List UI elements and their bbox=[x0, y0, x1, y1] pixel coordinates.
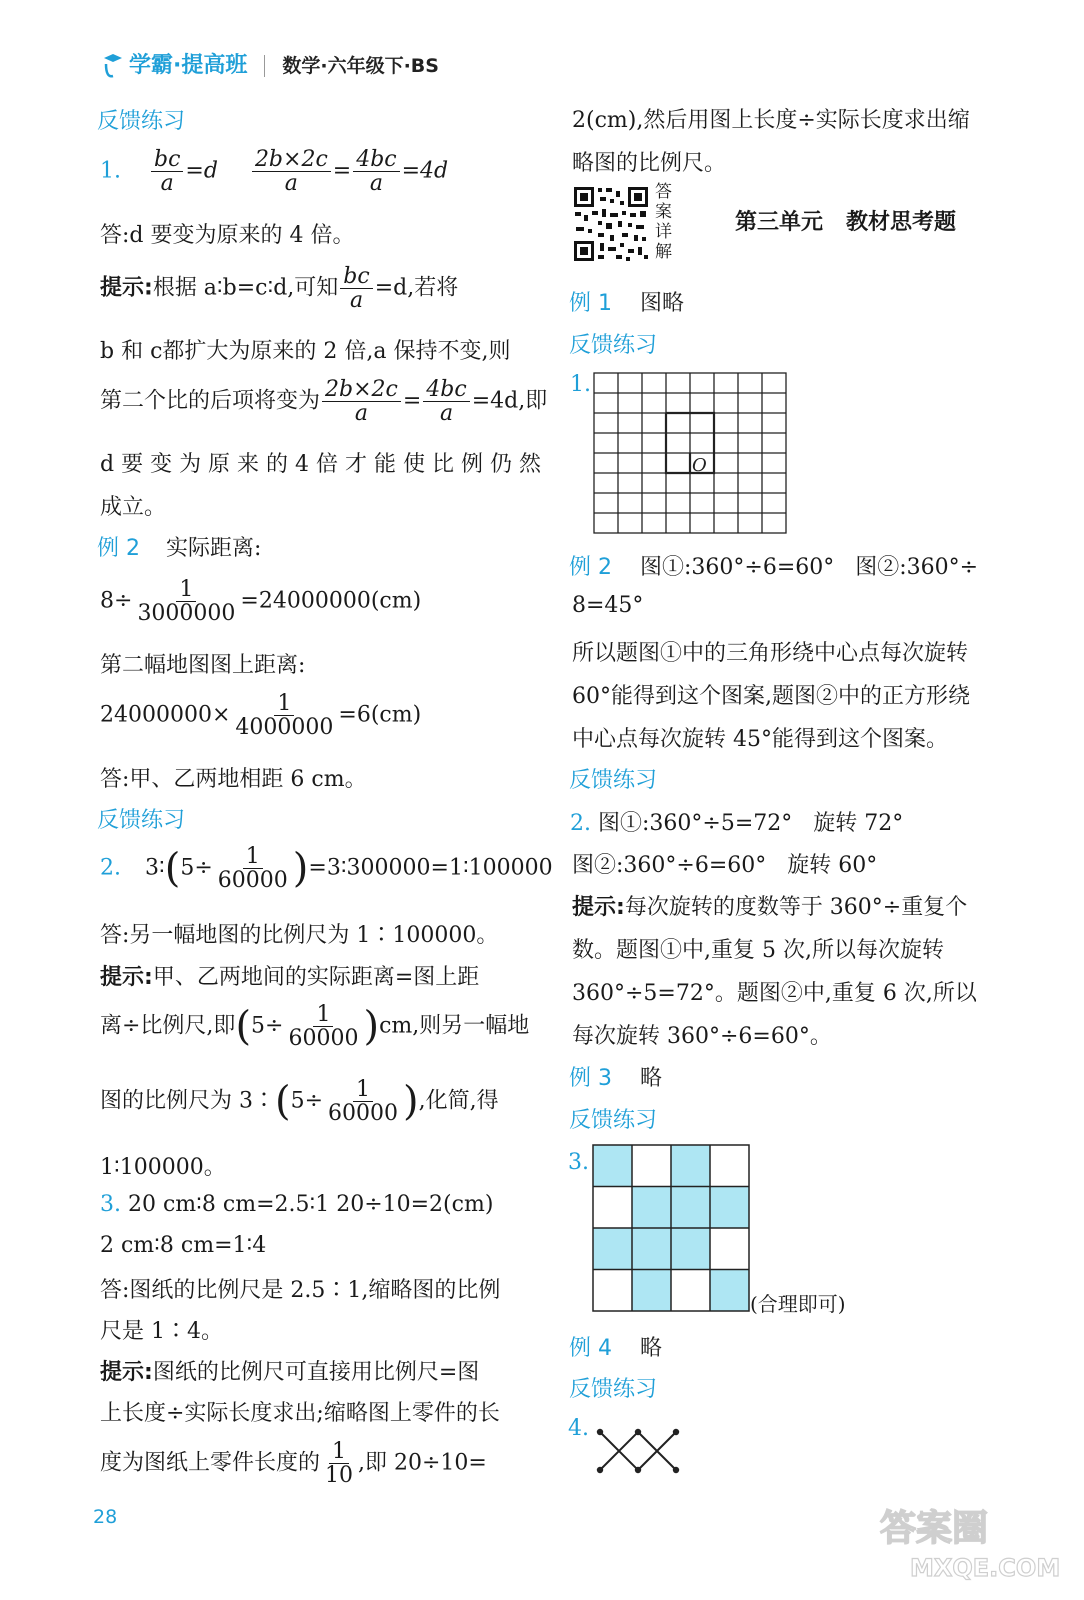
right-section-feedback-1: 反馈练习 bbox=[569, 333, 658, 358]
right-q1-num: 1. bbox=[570, 372, 591, 397]
right-hint-line1: 提示:每次旋转的度数等于 360°÷重复个 bbox=[572, 895, 968, 920]
q2-equation: 2. 3∶(5÷ $\frac{1}{60000}$ )=3∶300000=1∶100000 bbox=[100, 844, 553, 894]
hint1-line3: 第二个比的后项将变为 $\frac{2b\times 2c}{a}$ = $\frac{4bc}{a}$ =4d,即 bbox=[100, 377, 548, 427]
shaded-cell bbox=[710, 1187, 749, 1229]
right-q3-num: 3. bbox=[568, 1150, 589, 1175]
right-section-feedback-4: 反馈练习 bbox=[569, 1377, 658, 1402]
right-section-feedback-2: 反馈练习 bbox=[569, 768, 658, 793]
header bbox=[100, 48, 439, 80]
watermark-logo bbox=[870, 1500, 1070, 1585]
qr-code bbox=[572, 185, 650, 263]
hint2-line1: 提示:甲、乙两地间的实际距离=图上距 bbox=[100, 965, 480, 990]
right-q4-num: 4. bbox=[568, 1416, 589, 1441]
hint3-line1: 提示:图纸的比例尺可直接用比例尺=图 bbox=[100, 1360, 480, 1385]
ex2-line2: 第二幅地图图上距离: bbox=[100, 653, 306, 678]
right-q2-line2: 图②:360°÷6=60° 旋转 60° bbox=[572, 853, 878, 878]
shaded-cell bbox=[671, 1187, 710, 1229]
shaded-cell bbox=[632, 1187, 671, 1229]
ex2-line1: 8÷ $\frac{1}{3000000}$ =24000000(cm) bbox=[100, 577, 422, 627]
hint3-line2: 上长度÷实际长度求出;缩略图上零件的长 bbox=[100, 1401, 500, 1426]
shaded-cell bbox=[593, 1145, 632, 1187]
right-ex2-line5: 中心点每次旋转 45°能得到这个图案。 bbox=[572, 727, 948, 752]
qr-code-icon bbox=[572, 185, 650, 263]
q3-answer-1: 答:图纸的比例尺是 2.5∶1,缩略图的比例 bbox=[100, 1278, 501, 1303]
shaded-cell bbox=[710, 1270, 749, 1312]
right-q2-line1: 2. 图①:360°÷5=72° 旋转 72° bbox=[570, 811, 904, 836]
left-section-feedback-1: 反馈练习 bbox=[97, 109, 186, 134]
hint2-line3: 图的比例尺为 3∶(5÷ $\frac{1}{60000}$ ),化简,得 bbox=[100, 1077, 499, 1127]
right-example-2-line1: 例 2 图①:360°÷6=60° 图②:360°÷ bbox=[569, 555, 979, 580]
q1-answer: 答:d 要变为原来的 4 倍。 bbox=[100, 223, 355, 248]
hint1-line1: 提示:根据 a∶b=c∶d,可知 $\frac{bc}{a}$ =d,若将 bbox=[100, 264, 459, 314]
hint2-line4: 1∶100000。 bbox=[100, 1155, 226, 1180]
right-example-1: 例 1 图略 bbox=[569, 291, 685, 316]
right-ex2-line2: 8=45° bbox=[572, 593, 644, 618]
svg-text:答案圈: 答案圈 bbox=[880, 1508, 989, 1549]
svg-text:MXQE.COM: MXQE.COM bbox=[910, 1554, 1061, 1582]
q3-line1: 3. 20 cm∶8 cm=2.5∶1 20÷10=2(cm) bbox=[100, 1192, 494, 1217]
q3-answer-2: 尺是 1∶4。 bbox=[100, 1319, 223, 1344]
rotation-grid bbox=[593, 372, 787, 534]
shaded-grid bbox=[592, 1144, 750, 1312]
right-cont-line1: 2(cm),然后用图上长度÷实际长度求出缩 bbox=[572, 108, 970, 133]
shaded-cell bbox=[632, 1228, 671, 1270]
center-point-label: O bbox=[692, 455, 707, 476]
shaded-cell bbox=[593, 1228, 632, 1270]
q2-answer: 答:另一幅地图的比例尺为 1∶100000。 bbox=[100, 923, 499, 948]
hint3-line3: 度为图纸上零件长度的 $\frac{1}{10}$ ,即 20÷10= bbox=[100, 1439, 487, 1489]
right-hint-line4: 每次旋转 360°÷6=60°。 bbox=[572, 1024, 832, 1049]
brand-title: 学霸·提高班 bbox=[129, 53, 248, 78]
qr-label: 答案详解 bbox=[655, 182, 672, 262]
crossing-lines-figure bbox=[594, 1426, 690, 1478]
hint1-line5: 成立。 bbox=[100, 495, 167, 520]
hint1-line4: d 要 变 为 原 来 的 4 倍 才 能 使 比 例 仍 然 bbox=[100, 452, 541, 477]
q3-note: (合理即可) bbox=[750, 1292, 846, 1316]
ex2-answer: 答:甲、乙两地相距 6 cm。 bbox=[100, 767, 367, 792]
right-ex2-line3: 所以题图①中的三角形绕中心点每次旋转 bbox=[572, 641, 969, 666]
page-number: 28 bbox=[93, 1506, 118, 1528]
right-cont-line2: 略图的比例尺。 bbox=[572, 151, 727, 176]
shaded-cell bbox=[632, 1270, 671, 1312]
ex2-line3: 24000000× $\frac{1}{4000000}$ =6(cm) bbox=[100, 691, 422, 741]
book-subtitle: 数学·六年级下·BS bbox=[282, 55, 439, 77]
hint2-line2: 离÷比例尺,即(5÷ $\frac{1}{60000}$ )cm,则另一幅地 bbox=[100, 1002, 530, 1052]
shaded-cell bbox=[671, 1145, 710, 1187]
right-section-feedback-3: 反馈练习 bbox=[569, 1108, 658, 1133]
unit-title: 第三单元 教材思考题 bbox=[735, 210, 956, 235]
right-example-3: 例 3 略 bbox=[569, 1066, 663, 1091]
hint1-line2: b 和 c都扩大为原来的 2 倍,a 保持不变,则 bbox=[100, 339, 511, 364]
q3-line2: 2 cm∶8 cm=1∶4 bbox=[100, 1233, 267, 1258]
right-hint-line2: 数。题图①中,重复 5 次,所以每次旋转 bbox=[572, 938, 944, 963]
example-2: 例 2 实际距离: bbox=[97, 536, 262, 561]
right-ex2-line4: 60°能得到这个图案,题图②中的正方形绕 bbox=[572, 684, 970, 709]
shaded-cell bbox=[671, 1228, 710, 1270]
left-section-feedback-2: 反馈练习 bbox=[97, 808, 186, 833]
right-hint-line3: 360°÷5=72°。题图②中,重复 6 次,所以 bbox=[572, 981, 977, 1006]
right-example-4: 例 4 略 bbox=[569, 1336, 663, 1361]
logo-icon bbox=[100, 52, 122, 80]
q1-equation: 1. $\frac{bc}{a}$ =d $\frac{2b\times 2c}{a}$ = $\frac{4bc}{a}$ =4d bbox=[100, 147, 449, 197]
